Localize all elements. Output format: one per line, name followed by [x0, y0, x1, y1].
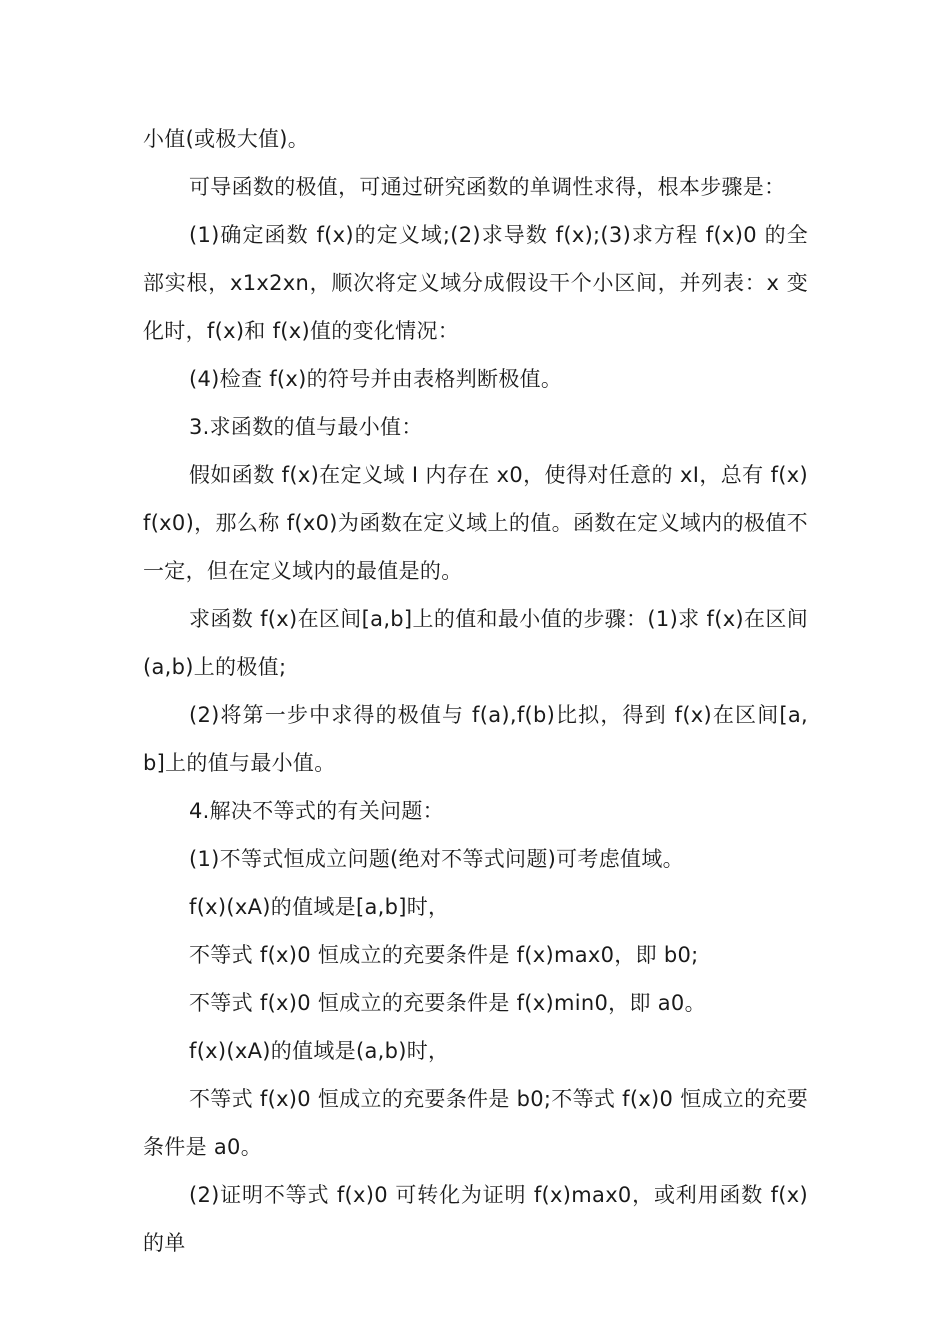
paragraph: 求函数 f(x)在区间[a,b]上的值和最小值的步骤：(1)求 f(x)在区间(a,b)上的极值;: [143, 607, 808, 679]
paragraph: 3.求函数的值与最小值：: [189, 415, 423, 439]
paragraph: 小值(或极大值)。: [143, 127, 310, 151]
document-body: [143, 115, 808, 1267]
paragraph: 不等式 f(x)0 恒成立的充要条件是 b0;不等式 f(x)0 恒成立的充要条件是 a0。: [143, 1087, 808, 1159]
paragraph: f(x)(xA)的值域是[a,b]时，: [189, 895, 450, 919]
paragraph: 4.解决不等式的有关问题：: [189, 799, 444, 823]
paragraph: (2)证明不等式 f(x)0 可转化为证明 f(x)max0，或利用函数 f(x)的单: [143, 1183, 808, 1255]
paragraph: (1)不等式恒成立问题(绝对不等式问题)可考虑值域。: [189, 847, 684, 871]
paragraph: f(x)(xA)的值域是(a,b)时，: [189, 1039, 450, 1063]
paragraph: 不等式 f(x)0 恒成立的充要条件是 f(x)max0，即 b0;: [189, 943, 699, 967]
paragraph: (2)将第一步中求得的极值与 f(a),f(b)比拟，得到 f(x)在区间[a,b]上的值与最小值。: [143, 703, 808, 775]
paragraph: (4)检查 f(x)的符号并由表格判断极值。: [189, 367, 563, 391]
paragraph: 可导函数的极值，可通过研究函数的单调性求得，根本步骤是：: [189, 175, 786, 199]
paragraph: 假如函数 f(x)在定义域 I 内存在 x0，使得对任意的 xI，总有 f(x)f(x0)，那么称 f(x0)为函数在定义域上的值。函数在定义域内的极值不一定，但在定义域内的最值是的。: [143, 463, 808, 583]
paragraph: 不等式 f(x)0 恒成立的充要条件是 f(x)min0，即 a0。: [189, 991, 706, 1015]
paragraph: (1)确定函数 f(x)的定义域;(2)求导数 f(x);(3)求方程 f(x)0 的全部实根，x1x2xn，顺次将定义域分成假设干个小区间，并列表：x 变化时，f(x)和 f(x)值的变化情况：: [143, 223, 808, 343]
